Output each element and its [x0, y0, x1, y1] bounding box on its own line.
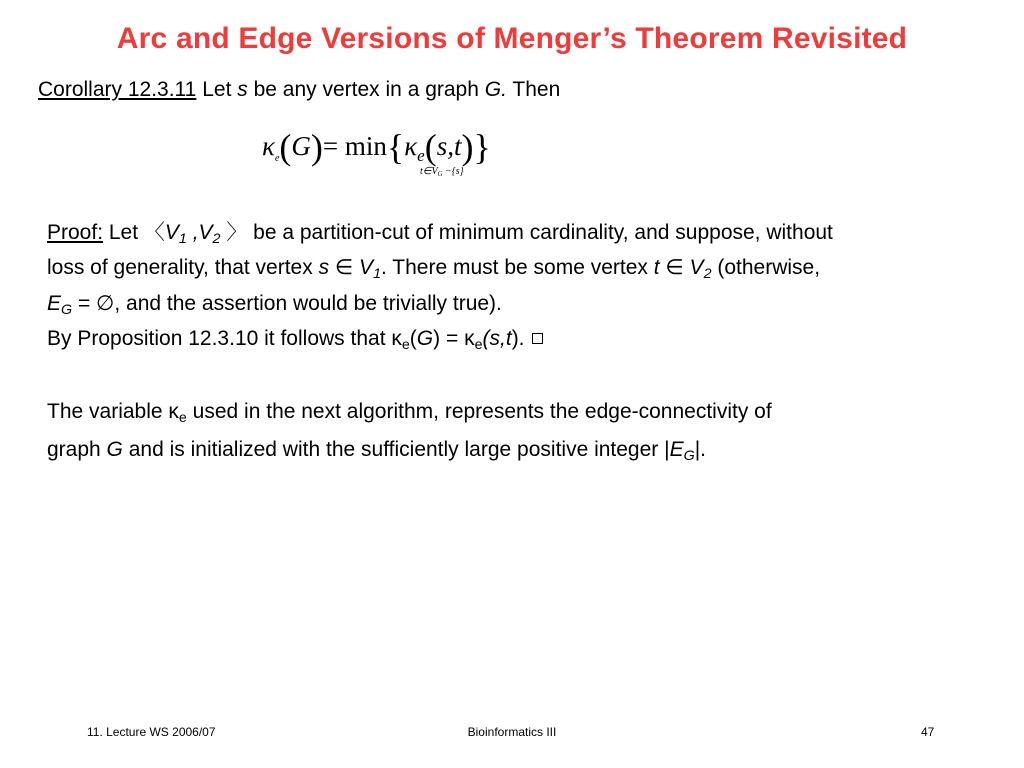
footer-page-number: 47 — [921, 725, 935, 739]
proof-v2: V — [198, 221, 213, 244]
proof-line2-a: loss of generality, that vertex — [47, 256, 319, 279]
variable-line2-c: |. — [694, 438, 706, 461]
formula-lparen2: ( — [424, 127, 437, 167]
formula-kappa: κ — [262, 131, 275, 161]
variable-e-sub: G — [683, 447, 695, 464]
formula-rparen: ) — [310, 127, 323, 167]
corollary-g: G. — [484, 78, 507, 101]
proof-line-2 — [47, 255, 820, 280]
proof-line4-kappa: κ — [391, 327, 402, 350]
proof-line-1 — [47, 216, 833, 246]
variable-line2-a: graph — [47, 438, 107, 461]
proof-line2-s: s — [318, 256, 330, 279]
proof-v2-sub: 2 — [212, 230, 221, 247]
variable-line1-b: used in the next algorithm, represents the edge-connectivity of — [186, 400, 772, 423]
proof-line2-t: t — [653, 256, 660, 279]
corollary-let: Let — [202, 78, 232, 101]
footer-center: Bioinformatics III — [467, 725, 557, 739]
proof-let: Let 〈 — [108, 221, 165, 244]
proof-line2-in2: ∈ — [659, 256, 690, 279]
proof-line4-e: e — [401, 336, 410, 353]
corollary-text: be any vertex in a graph — [253, 78, 479, 101]
qed-box-icon — [532, 333, 543, 344]
proof-line3-rest: = ∅, and the assertion would be trivially true). — [72, 292, 502, 315]
proof-line4-g: G — [416, 327, 434, 350]
variable-e: e — [178, 409, 187, 426]
proof-line4-a: By Proposition 12.3.10 it follows that — [47, 327, 392, 350]
proof-line3-e-sub: G — [61, 301, 73, 318]
variable-g: G — [106, 438, 123, 461]
formula-main — [262, 126, 491, 168]
variable-e-set: E — [669, 438, 684, 461]
corollary-ref: Corollary 12.3.11 — [38, 78, 197, 101]
formula-lparen: ( — [279, 127, 292, 167]
variable-kappa: κ — [168, 400, 179, 423]
slide-title: Arc and Edge Versions of Menger’s Theorem Revisited — [116, 22, 908, 55]
corollary-line — [38, 78, 560, 102]
proof-line4-kappa2: κ — [464, 327, 475, 350]
proof-comma: , — [186, 221, 199, 244]
formula-underscript — [420, 166, 464, 177]
proof-line3-e: E — [47, 292, 62, 315]
proof-line2-in: ∈ — [329, 256, 360, 279]
corollary-then: Then — [512, 78, 561, 101]
formula-lbrace: { — [386, 127, 405, 167]
proof-line2-v2-sub: 2 — [703, 265, 712, 282]
formula-st: s,t — [436, 131, 462, 161]
formula-rparen2: ) — [461, 127, 474, 167]
proof-line2-b: . There must be some vertex — [381, 256, 654, 279]
formula-eq-min: = min — [322, 131, 387, 161]
proof-label: Proof: — [47, 221, 104, 244]
proof-line2-v2: V — [689, 256, 704, 279]
proof-line4-d: ). — [511, 327, 531, 350]
proof-line1-rest: 〉 be a partition-cut of minimum cardinality, and suppose, without — [220, 221, 833, 244]
formula-g: G — [291, 131, 311, 161]
formula-under-tv: t∈V — [420, 166, 438, 177]
formula-rbrace: } — [473, 127, 491, 167]
footer-left: 11. Lecture WS 2006/07 — [87, 725, 216, 739]
formula-kappa2: κ — [404, 131, 418, 161]
proof-line2-v: V — [359, 256, 374, 279]
proof-line2-v-sub: 1 — [373, 265, 381, 282]
proof-line2-c: (otherwise, — [711, 256, 821, 279]
formula-e2: e — [417, 146, 425, 165]
variable-line2-b: and is initialized with the sufficiently large positive integer | — [122, 438, 670, 461]
variable-line-1 — [47, 400, 772, 424]
proof-line4-e2: e — [474, 336, 483, 353]
proof-line-3 — [47, 291, 502, 316]
proof-line4-b: ( — [409, 327, 417, 350]
proof-line4-st: (s,t — [482, 327, 512, 350]
proof-v1-sub: 1 — [178, 230, 187, 247]
proof-v1: V — [164, 221, 179, 244]
proof-line-4 — [47, 327, 543, 351]
variable-line1-a: The variable — [47, 400, 169, 423]
proof-line4-c: ) = — [433, 327, 465, 350]
variable-line-2 — [47, 438, 706, 462]
formula-under-sub: G — [437, 170, 443, 178]
formula-e: e — [274, 153, 280, 164]
formula-under-rest: −{s} — [442, 166, 464, 177]
corollary-s: s — [237, 78, 248, 101]
